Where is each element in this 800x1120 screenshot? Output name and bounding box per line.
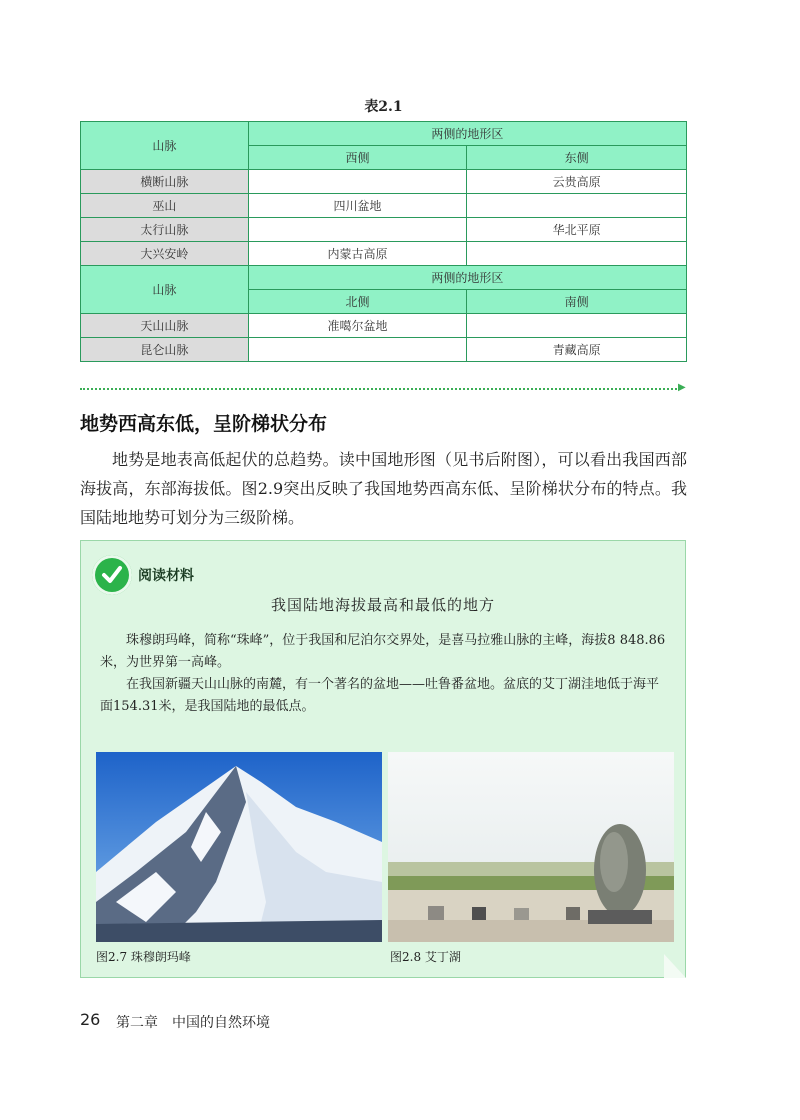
header-mountain: 山脉: [81, 266, 249, 314]
mountain-name: 横断山脉: [81, 170, 249, 194]
table-header-row: [81, 266, 687, 290]
reading-badge-icon: [92, 555, 132, 595]
check-leaf-icon: [99, 562, 125, 588]
region-cell: [248, 218, 467, 242]
section-heading: 地势西高东低，呈阶梯状分布: [80, 413, 328, 435]
region-cell: 云贵高原: [467, 170, 687, 194]
reading-label: 阅读材料: [138, 568, 194, 584]
table-row: [81, 338, 687, 362]
mountain-name: 太行山脉: [81, 218, 249, 242]
dotted-divider: [80, 388, 680, 390]
region-cell: 准噶尔盆地: [248, 314, 467, 338]
aiding-lake-photo: [388, 752, 674, 942]
table-row: [81, 218, 687, 242]
divider-arrow-icon: ▶: [678, 382, 686, 393]
header-region: 两侧的地形区: [248, 122, 686, 146]
mountain-name: 巫山: [81, 194, 249, 218]
region-cell: 青藏高原: [467, 338, 687, 362]
mountain-name: 天山山脉: [81, 314, 249, 338]
figure-caption: 图2.8 艾丁湖: [390, 950, 461, 964]
header-south: 南侧: [467, 290, 687, 314]
header-north: 北侧: [248, 290, 467, 314]
region-cell: [467, 314, 687, 338]
page-number: 26: [80, 1010, 101, 1029]
region-cell: [467, 242, 687, 266]
table-header-row: [81, 122, 687, 146]
region-cell: 华北平原: [467, 218, 687, 242]
mountain-name: 大兴安岭: [81, 242, 249, 266]
figure-caption: 图2.7 珠穆朗玛峰: [96, 950, 191, 964]
chapter-title: 第二章 中国的自然环境: [116, 1015, 270, 1031]
header-east: 东侧: [467, 146, 687, 170]
header-west: 西侧: [248, 146, 467, 170]
table-caption: 表2.1: [364, 99, 403, 115]
body-paragraph: 地势是地表高低起伏的总趋势。读中国地形图（见书后附图），可以看出我国西部海拔高，东部海拔低。图2.9突出反映了我国地势西高东低、呈阶梯状分布的特点。我国陆地地势可划分为三级阶梯。: [80, 450, 687, 527]
header-mountain: 山脉: [81, 122, 249, 170]
page-curl-corner: [664, 954, 686, 978]
region-cell: 四川盆地: [248, 194, 467, 218]
reading-title: 我国陆地海拔最高和最低的地方: [270, 596, 495, 614]
region-cell: 内蒙古高原: [248, 242, 467, 266]
table-row: [81, 314, 687, 338]
table-row: [81, 194, 687, 218]
terrain-table: [80, 121, 687, 362]
table-row: [81, 242, 687, 266]
region-cell: [248, 170, 467, 194]
reading-paragraph: 珠穆朗玛峰，简称“珠峰”，位于我国和尼泊尔交界处，是喜马拉雅山脉的主峰，海拔8 848.86米，为世界第一高峰。: [100, 633, 666, 670]
table-row: [81, 170, 687, 194]
header-region: 两侧的地形区: [248, 266, 686, 290]
mountain-name: 昆仑山脉: [81, 338, 249, 362]
region-cell: [467, 194, 687, 218]
region-cell: [248, 338, 467, 362]
reading-paragraph: 在我国新疆天山山脉的南麓，有一个著名的盆地——吐鲁番盆地。盆底的艾丁湖洼地低于海平面154.31米，是我国陆地的最低点。: [100, 677, 660, 714]
everest-photo: [96, 752, 382, 942]
